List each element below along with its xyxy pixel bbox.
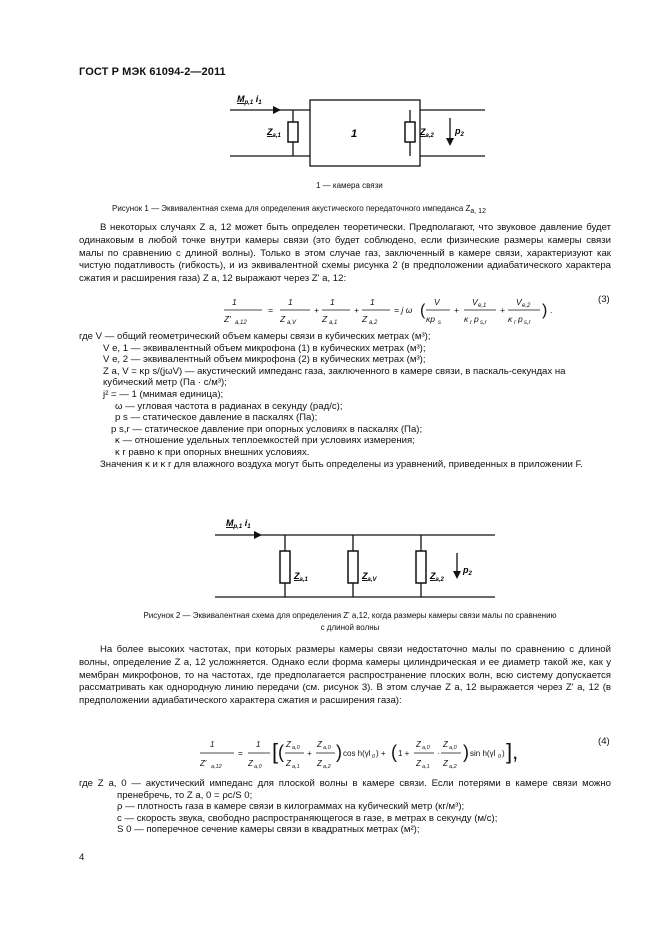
figure1-z2-resistor bbox=[405, 122, 415, 142]
svg-text:sin h(γl: sin h(γl bbox=[470, 749, 496, 758]
figure1-box-label: 1 bbox=[351, 128, 358, 140]
svg-text:a,0: a,0 bbox=[449, 745, 457, 751]
svg-text:e,1: e,1 bbox=[478, 303, 487, 309]
def-item: κ r равно κ при опорных внешних условиях. bbox=[115, 446, 310, 458]
paragraph-2: На более высоких частотах, при которых размеры камеры связи недостаточно малы по сравнению с длиной волны, определение Z a, 12 усложняется. Однако если форма камеры цилиндрическая и ее диаметр такой же, как у мембран микрофонов, то на частотах, где предполагается распространение плоских волн, всю систему допускается рассматривать как однородную линию передачи (см. рисунок 3). В этом случае Z a, 12 выражается через Z' a, 12 (в предположении адиабатического характера сжатия и расширения газа): bbox=[79, 644, 611, 707]
svg-text:): ) bbox=[502, 749, 505, 758]
figure2-z1-label: $Z_{a,1}$ bbox=[294, 571, 308, 583]
svg-text:1: 1 bbox=[370, 297, 375, 307]
svg-text:0: 0 bbox=[372, 754, 376, 760]
figure1-diagram bbox=[225, 88, 505, 170]
figure1-caption: Рисунок 1 — Эквивалентная схема для определения акустического передаточного импеданса Za, 12 bbox=[112, 204, 486, 215]
svg-text:],: ], bbox=[506, 739, 519, 764]
svg-text:κ: κ bbox=[508, 314, 513, 324]
svg-text:+: + bbox=[307, 749, 312, 758]
svg-text:Z: Z bbox=[248, 759, 253, 768]
svg-text:(: ( bbox=[278, 742, 284, 762]
svg-text:V: V bbox=[434, 297, 440, 307]
svg-text:+: + bbox=[500, 305, 505, 315]
def-item: j² = — 1 (мнимая единица); bbox=[103, 388, 224, 400]
figure2-p2-label: $p_2$ bbox=[463, 565, 472, 577]
svg-text:1: 1 bbox=[330, 297, 335, 307]
svg-text:a,12: a,12 bbox=[235, 320, 247, 326]
svg-text:V: V bbox=[472, 297, 478, 307]
figure2-zv-resistor bbox=[348, 551, 358, 583]
svg-text:= j ω: = j ω bbox=[394, 305, 413, 315]
svg-text:1: 1 bbox=[232, 297, 237, 307]
page-number: 4 bbox=[79, 852, 85, 863]
svg-text:Z: Z bbox=[443, 759, 448, 768]
svg-text:a,12: a,12 bbox=[211, 764, 222, 770]
svg-text:s,r: s,r bbox=[480, 320, 487, 326]
svg-text:+: + bbox=[314, 305, 319, 315]
svg-text:s: s bbox=[438, 320, 441, 326]
svg-text:(: ( bbox=[391, 742, 397, 762]
svg-text:[: [ bbox=[272, 739, 279, 764]
svg-text:a,1: a,1 bbox=[329, 320, 338, 326]
figure2-input-label: $M_{p,1}$ $i_1$ bbox=[226, 518, 251, 530]
svg-text:s,r: s,r bbox=[524, 320, 531, 326]
figure2-caption: Рисунок 2 — Эквивалентная схема для определения Z' a,12, когда размеры камеры связи малы по сравнению с длиной волны bbox=[143, 611, 557, 632]
figure2-current-arrow bbox=[254, 531, 262, 539]
figure1-legend: 1 — камера связи bbox=[316, 181, 383, 190]
svg-text:Z: Z bbox=[322, 314, 328, 324]
svg-text:Z′: Z′ bbox=[224, 314, 231, 324]
svg-text:r: r bbox=[514, 320, 516, 326]
svg-text:e,2: e,2 bbox=[522, 303, 531, 309]
figure1-coupler-box bbox=[310, 100, 420, 166]
figure1-z1-label: $Z_{a,1}$ bbox=[267, 127, 281, 139]
svg-text:a,0: a,0 bbox=[292, 745, 300, 751]
figure1-p2-label: $p_2$ bbox=[455, 126, 464, 138]
svg-text:a,2: a,2 bbox=[369, 320, 378, 326]
svg-text:Z: Z bbox=[443, 740, 448, 749]
svg-text:): ) bbox=[463, 742, 469, 762]
svg-text:a,V: a,V bbox=[287, 320, 297, 326]
svg-text:): ) bbox=[336, 742, 342, 762]
def-item: ω — угловая частота в радианах в секунду (рад/с); bbox=[115, 400, 343, 412]
svg-text:cos h(γl: cos h(γl bbox=[343, 749, 371, 758]
svg-text:1: 1 bbox=[288, 297, 293, 307]
def-item: V e, 1 — эквивалентный объем микрофона (1) в кубических метрах (м³); bbox=[103, 342, 426, 354]
def-item: S 0 — поперечное сечение камеры связи в квадратных метрах (м²); bbox=[117, 824, 420, 836]
paragraph-1: В некоторых случаях Z a, 12 может быть определен теоретически. Предполагают, что звуковое давление будет одинаковым в любой точке внутри камеры связи (это будет соблюдено, если физические размеры камеры связи малы по сравнению с длиной волны). Только в этом случае газ, заключенный в камере связи, характеризуют как чистую податливость (гибкость), и из эквивалентной схемы рисунка 2 (в предположении адиабатического характера сжатия и расширения газа) Z a, 12 выражают через Z' a, 12: bbox=[79, 222, 611, 285]
page-header: ГОСТ Р МЭК 61094-2—2011 bbox=[79, 66, 226, 78]
figure1-input-label: $M_{p,1}$ $i_1$ bbox=[237, 94, 262, 106]
svg-text:1: 1 bbox=[256, 740, 261, 749]
def-item: κ — отношение удельных теплоемкостей при условиях измерения; bbox=[115, 435, 415, 447]
svg-text:1 +: 1 + bbox=[398, 749, 410, 758]
svg-text:κ: κ bbox=[464, 314, 469, 324]
svg-text:a,1: a,1 bbox=[292, 764, 300, 770]
figure1-current-arrow bbox=[273, 106, 281, 114]
equation-3 bbox=[220, 291, 620, 329]
svg-text:Z: Z bbox=[416, 759, 421, 768]
svg-text:Z: Z bbox=[286, 759, 291, 768]
equation-4-number: (4) bbox=[598, 736, 610, 747]
svg-text:Z′: Z′ bbox=[200, 759, 207, 768]
svg-text:Z: Z bbox=[317, 740, 322, 749]
figure2-z2-label: $Z_{a,2}$ bbox=[430, 571, 444, 583]
figure2-zv-label: $Z_{a,V}$ bbox=[362, 571, 377, 583]
definitions-1 bbox=[79, 331, 611, 470]
svg-text:Z: Z bbox=[286, 740, 291, 749]
svg-text:a,2: a,2 bbox=[323, 764, 331, 770]
def-item: c — скорость звука, свободно распространяющегося в газе, в метрах в секунду (м/с); bbox=[117, 812, 498, 824]
svg-text:a,1: a,1 bbox=[422, 764, 430, 770]
svg-text:1: 1 bbox=[210, 740, 215, 749]
svg-text:κp: κp bbox=[426, 314, 435, 324]
svg-text:(: ( bbox=[420, 302, 426, 319]
svg-text:V: V bbox=[516, 297, 522, 307]
def-item: где Z a, 0 — акустический импеданс для плоской волны в камере связи. Если потерями в камере связи можно пренебречь, то Z a, 0 = ρc/S 0; bbox=[79, 778, 611, 801]
svg-text:p: p bbox=[518, 314, 523, 324]
def-item: p s,r — статическое давление при опорных условиях в паскалях (Па); bbox=[111, 423, 423, 435]
svg-text:a,2: a,2 bbox=[449, 764, 457, 770]
figure2-z2-resistor bbox=[416, 551, 426, 583]
def-item: V e, 2 — эквивалентный объем микрофона (2) в кубических метрах (м³); bbox=[103, 354, 426, 366]
figure1-z2-label: $Z_{a,2}$ bbox=[420, 127, 434, 139]
svg-text:r: r bbox=[470, 320, 472, 326]
def-item: Z a, V = κp s/(jωV) — акустический импеданс газа, заключенного в камере связи, в паскаль-секундах на кубический метр (Па · с/м³); bbox=[103, 365, 566, 389]
svg-text:Z: Z bbox=[280, 314, 286, 324]
equation-4 bbox=[198, 733, 598, 777]
def-item: ρ — плотность газа в камере связи в килограммах на кубический метр (кг/м³); bbox=[117, 801, 465, 813]
svg-text:): ) bbox=[542, 302, 548, 319]
svg-text:) +: ) + bbox=[376, 749, 386, 758]
svg-text:·: · bbox=[437, 749, 440, 758]
equation-3-number: (3) bbox=[598, 294, 610, 305]
svg-text:0: 0 bbox=[498, 754, 502, 760]
svg-text:a,0: a,0 bbox=[323, 745, 331, 751]
def-item: p s — статическое давление в паскалях (Па); bbox=[115, 412, 318, 424]
svg-text:=: = bbox=[238, 749, 243, 758]
definitions-2 bbox=[79, 778, 611, 836]
svg-text:a,0: a,0 bbox=[254, 764, 262, 770]
svg-text:Z: Z bbox=[362, 314, 368, 324]
svg-text:+: + bbox=[354, 305, 359, 315]
svg-text:=: = bbox=[268, 305, 273, 315]
svg-text:.: . bbox=[550, 305, 553, 315]
svg-text:p: p bbox=[474, 314, 479, 324]
svg-text:Z: Z bbox=[317, 759, 322, 768]
figure1-z1-resistor bbox=[288, 122, 298, 142]
svg-text:+: + bbox=[454, 305, 459, 315]
figure2-z1-resistor bbox=[280, 551, 290, 583]
def-item: где V — общий геометрический объем камеры связи в кубических метрах (м³); bbox=[79, 331, 431, 342]
svg-text:a,0: a,0 bbox=[422, 745, 430, 751]
svg-text:Z: Z bbox=[416, 740, 421, 749]
figure2-diagram bbox=[210, 513, 500, 603]
def-item: Значения κ и κ r для влажного воздуха могут быть определены из уравнений, приведенных в приложении F. bbox=[100, 458, 583, 470]
